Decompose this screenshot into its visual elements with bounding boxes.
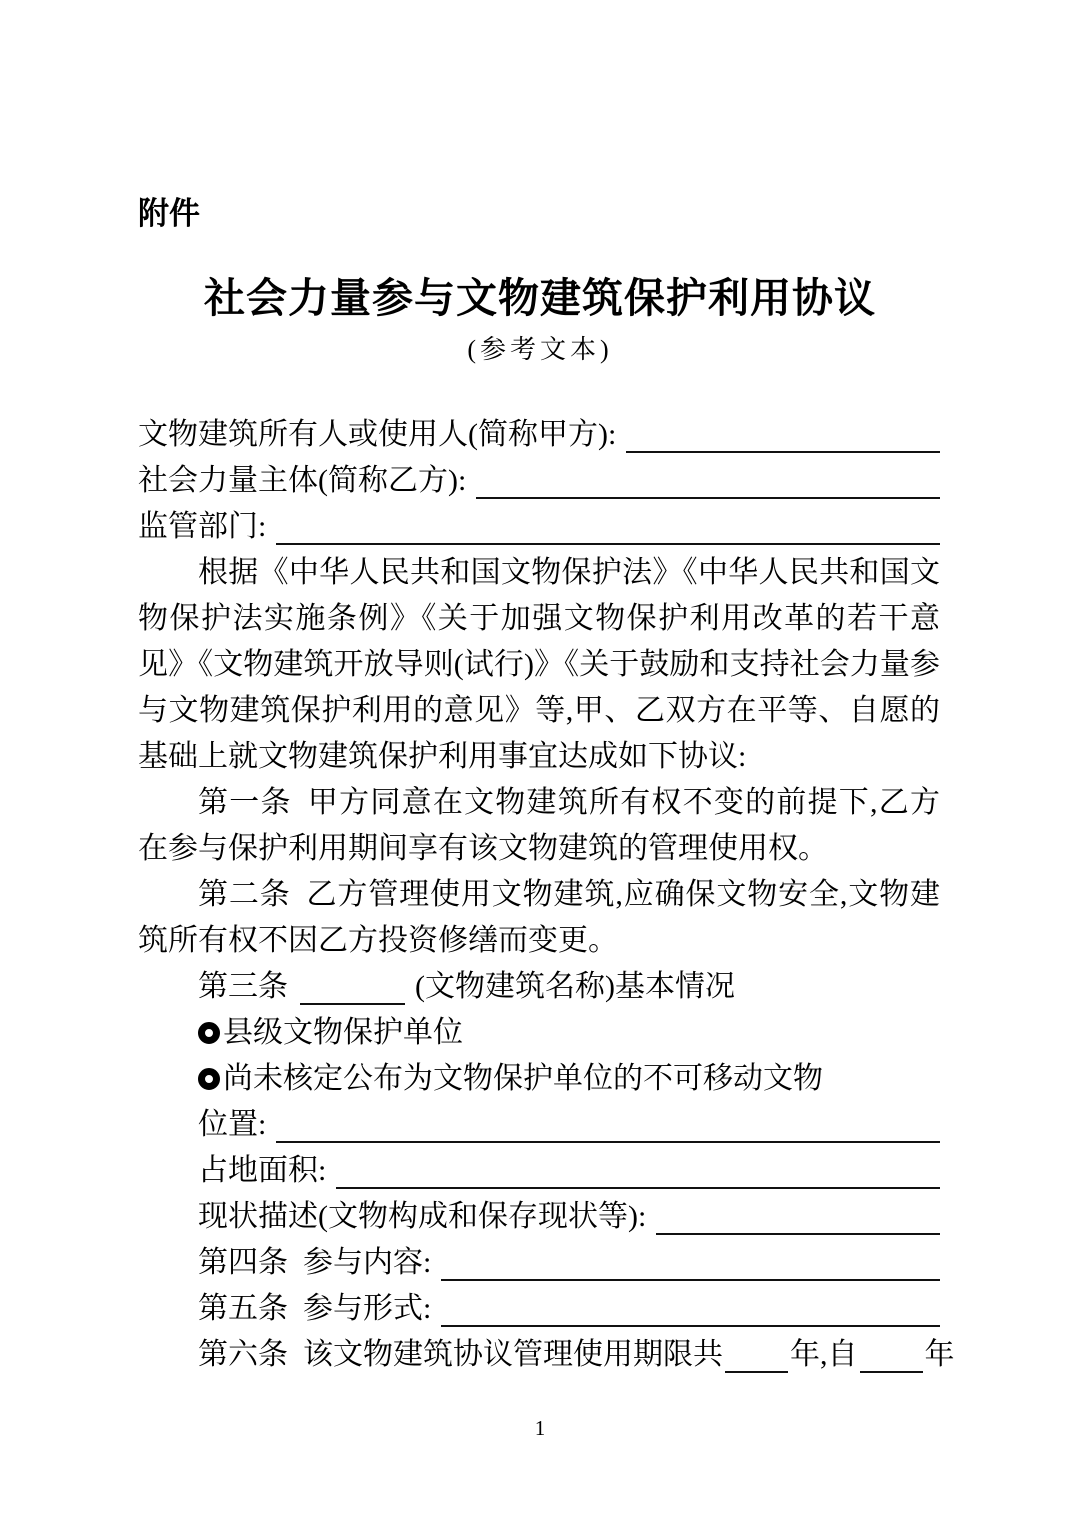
article-6-part1: 第六条 该文物建筑协议管理使用期限共 — [198, 1338, 723, 1371]
area-row — [138, 1148, 940, 1194]
article-4-row — [138, 1240, 940, 1286]
status-description-label: 现状描述(文物构成和保存现状等): — [198, 1200, 647, 1233]
party-b-row — [138, 458, 940, 504]
status-description-blank-field[interactable] — [656, 1203, 940, 1235]
option-county-level-row[interactable] — [138, 1010, 940, 1056]
party-a-blank-field[interactable] — [626, 421, 940, 453]
start-year-blank-field[interactable] — [860, 1341, 923, 1373]
party-b-blank-field[interactable] — [476, 467, 940, 499]
article-5-label: 第五条 参与形式: — [198, 1292, 432, 1325]
regulator-blank-field[interactable] — [276, 513, 940, 545]
participation-form-blank-field[interactable] — [441, 1295, 940, 1327]
option-county-level-label: 县级文物保护单位 — [223, 1016, 463, 1049]
article-6-row — [138, 1332, 955, 1378]
article-3-row — [138, 964, 940, 1010]
party-a-row — [138, 412, 940, 458]
article-6-part2: 年,自 — [790, 1338, 858, 1371]
preamble-paragraph: 根据《中华人民共和国文物保护法》《中华人民共和国文物保护法实施条例》《关于加强文物保护利用改革的若干意见》《文物建筑开放导则(试行)》《关于鼓励和支持社会力量参与文物建筑保护利用的意见》等,甲、乙双方在平等、自愿的基础上就文物建筑保护利用事宜达成如下协议: — [138, 556, 940, 773]
article-4-label: 第四条 参与内容: — [198, 1246, 432, 1279]
page-number: 1 — [534, 1416, 546, 1440]
bullet-ring-icon — [198, 1068, 220, 1090]
document-subtitle: (参考文本) — [467, 335, 613, 364]
article-5-row — [138, 1286, 940, 1332]
location-blank-field[interactable] — [276, 1111, 940, 1143]
article-1-paragraph: 第一条 甲方同意在文物建筑所有权不变的前提下,乙方在参与保护利用期间享有该文物建筑的管理使用权。 — [138, 786, 940, 865]
building-name-blank-field[interactable] — [300, 973, 405, 1005]
location-row — [138, 1102, 940, 1148]
document-title: 社会力量参与文物建筑保护利用协议 — [204, 275, 876, 321]
regulator-row — [138, 504, 940, 550]
participation-content-blank-field[interactable] — [441, 1249, 940, 1281]
option-unregistered-label: 尚未核定公布为文物保护单位的不可移动文物 — [223, 1062, 823, 1095]
article-3-prefix: 第三条 — [198, 970, 288, 1003]
term-years-blank-field[interactable] — [725, 1341, 788, 1373]
article-6-part3: 年 — [924, 1338, 955, 1371]
option-unregistered-row[interactable] — [138, 1056, 940, 1102]
party-b-label: 社会力量主体(简称乙方): — [138, 464, 467, 497]
status-description-row — [138, 1194, 940, 1240]
party-a-label: 文物建筑所有人或使用人(简称甲方): — [138, 418, 617, 451]
regulator-label: 监管部门: — [138, 510, 267, 543]
area-label: 占地面积: — [198, 1154, 327, 1187]
article-2-paragraph: 第二条 乙方管理使用文物建筑,应确保文物安全,文物建筑所有权不因乙方投资修缮而变更。 — [138, 878, 940, 957]
bullet-ring-icon — [198, 1022, 220, 1044]
attachment-label: 附件 — [138, 196, 200, 231]
location-label: 位置: — [198, 1108, 267, 1141]
area-blank-field[interactable] — [336, 1157, 940, 1189]
article-3-suffix: (文物建筑名称)基本情况 — [415, 970, 735, 1003]
document-body — [138, 412, 955, 1378]
